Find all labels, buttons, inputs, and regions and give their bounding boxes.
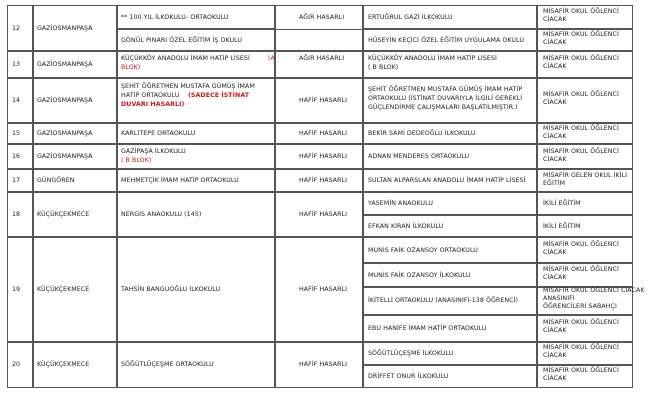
table-row-16: [8, 144, 634, 170]
school-name: GAZİPAŞA İLKOKULU: [121, 148, 186, 155]
school-note: (SADECE İSTİNAT: [188, 92, 250, 99]
table-row-14: [8, 78, 634, 124]
target-school: EFKAN KIRAN İLKOKULU: [368, 223, 444, 230]
cell-target: [363, 5, 537, 30]
placement: MİSAFİR OKUL ÖĞLENCİ CİACAK: [543, 367, 619, 382]
school-note: (A: [268, 55, 275, 62]
damage-status: AĞIR HASARLI: [299, 55, 345, 62]
cell-target: [363, 314, 537, 343]
cell-district: [33, 122, 117, 145]
placement: MİSAFİR OKUL ÖĞLENCİ CİACAK: [543, 125, 619, 140]
target-school: ORTAOKULU (İSTİNAT DUVARIYLA İLGİLİ GEREKLİ: [368, 95, 523, 102]
school-name: SÖĞÜTLÜÇEŞME ORTAOKULU: [121, 361, 214, 368]
table-row-13: [8, 51, 634, 79]
placement-note: ÖĞRENCİLERİ SABAHÇI: [543, 303, 617, 310]
cell-placement: [537, 191, 633, 216]
damage-status: HAFİF HASARLI: [299, 177, 347, 184]
cell-district: [33, 77, 117, 124]
cell-placement: [537, 122, 633, 145]
cell-school: [117, 5, 275, 30]
row-number: 20: [12, 361, 21, 368]
row-number: 17: [12, 177, 21, 184]
target-school: ( B BLOK): [368, 64, 399, 71]
table-subrow: [8, 192, 634, 216]
cell-target: [363, 262, 537, 288]
school-name: ** 100.YIL İLKOKULU- ORTAOKULU: [121, 14, 229, 21]
table-subrow: [8, 237, 634, 264]
school-name: KÜÇÜKKÖY ANADOLU İMAM HATİP LİSESİ: [121, 55, 250, 62]
target-school: SULTAN ALPARSLAN ANADOLU İMAM HATİP LİSESİ: [368, 177, 526, 184]
damage-status: HAFİF HASARLI: [299, 361, 347, 368]
cell-placement: [537, 50, 633, 79]
cell-placement: [537, 168, 633, 193]
table-subrow: [8, 342, 634, 366]
cell-target: [363, 236, 537, 264]
cell-status: [275, 50, 363, 79]
damage-status: AĞIR HASARLI: [299, 14, 345, 21]
school-name: HATİP ORTAOKULU: [121, 92, 180, 99]
cell-placement: [537, 143, 633, 170]
damage-status: HAFİF HASARLI: [299, 286, 347, 293]
row-number: 14: [12, 97, 21, 104]
cell-no: [7, 168, 33, 193]
cell-placement: [537, 77, 633, 124]
target-school: YASEMİN ANAOKULU: [368, 200, 433, 207]
cell-target: [363, 50, 537, 79]
table-subrow: [8, 29, 634, 52]
cell-placement: [537, 262, 633, 288]
cell-status: [275, 77, 363, 124]
placement: MİSAFİR OKUL ÖĞLENCİ CİACAK: [543, 55, 619, 70]
target-school: MUNİS FAİK OZANSOY İLKOKULU: [368, 272, 471, 279]
cell-school: [117, 77, 275, 124]
cell-status: [275, 122, 363, 145]
table-subrow: [8, 365, 634, 388]
cell-school: [117, 50, 275, 79]
row-number: 16: [12, 153, 21, 160]
cell-placement: [537, 341, 633, 366]
target-school: ERTUĞRUL GAZİ İLKOKULU: [368, 14, 453, 21]
cell-placement: [537, 5, 633, 30]
district: GAZİOSMANPAŞA: [37, 153, 93, 160]
placement: MİSAFİR OKUL ÖĞLENCİ CİACAK: [543, 8, 619, 23]
district: KÜÇÜKÇEKMECE: [37, 286, 90, 293]
cell-district: [33, 168, 117, 193]
placement: MİSAFİR OKUL ÖĞLENCİ CİACAK: [543, 344, 619, 359]
cell-target: [363, 28, 537, 52]
row-number: 18: [12, 211, 21, 218]
cell-district: [33, 143, 117, 170]
row-number: 19: [12, 286, 21, 293]
school-name: GÖNÜL PINARI ÖZEL EĞİTİM İŞ OKULU: [121, 37, 243, 44]
cell-school: [117, 28, 275, 52]
district: KÜÇÜKÇEKMECE: [37, 211, 90, 218]
cell-placement: [537, 314, 633, 343]
cell-status: [275, 168, 363, 193]
placement: MİSAFİR OKUL ÖĞLENCİ CİACAK: [543, 266, 619, 281]
cell-district: [33, 50, 117, 79]
district: GAZİOSMANPAŞA: [37, 97, 93, 104]
cell-target: [363, 214, 537, 238]
placement-note: ANASINIFI: [543, 295, 575, 302]
cell-no: [7, 77, 33, 124]
school-name: KARLITEPE ORTAOKULU: [121, 130, 196, 137]
row-number: 12: [12, 25, 21, 32]
cell-school: [117, 143, 275, 170]
cell-no: [7, 50, 33, 79]
target-school: MUNİS FAİK OZANSOY ORTAOKULU: [368, 247, 478, 254]
placement: MİSAFİR OKUL ÖĞLENCİ CİACAK: [543, 319, 619, 334]
cell-target: [363, 77, 537, 124]
cell-target: [363, 168, 537, 193]
cell-placement: [537, 214, 633, 238]
school-note: ( B BLOK): [121, 157, 152, 164]
placement: MİSAFİR GELEN OKUL İKİLİ EĞİTİM: [543, 172, 628, 187]
district: GAZİOSMANPAŞA: [37, 25, 93, 32]
cell-target: [363, 364, 537, 388]
placement: MİSAFİR OKUL ÖĞLENCİ CİACAK: [543, 148, 619, 163]
placement: İKİLİ EĞİTİM: [543, 200, 581, 207]
cell-placement: [537, 28, 633, 52]
cell-placement: [537, 236, 633, 264]
row-number: 13: [12, 61, 21, 68]
table-subrow: [8, 6, 634, 30]
school-note: DUVARI HASARLI): [121, 101, 185, 108]
district: GAZİOSMANPAŞA: [37, 61, 93, 68]
damage-status: HAFİF HASARLI: [299, 97, 347, 104]
placement: MİSAFİR OKUL ÖĞLENCİ CİACAK: [543, 31, 619, 46]
cell-placement: [537, 286, 645, 316]
cell-school: [117, 122, 275, 145]
cell-no: [7, 143, 33, 170]
row-number: 15: [12, 130, 21, 137]
table-subrow: [8, 315, 634, 343]
target-school: GÜÇLENDİRME ÇALIŞMALARI BAŞLATILMIŞTIR.): [368, 104, 518, 111]
school-name: MEHMETÇİK İMAM HATİP ORTAOKULU: [121, 177, 239, 184]
cell-target: [363, 143, 537, 170]
cell-target: [363, 341, 537, 366]
target-school: SÖĞÜTLÜÇEŞME İLKOKULU: [368, 350, 454, 357]
table-subrow: [8, 263, 634, 288]
damage-status: HAFİF HASARLI: [299, 153, 347, 160]
table-subrow: [8, 215, 634, 238]
target-school: DRİFFET ONUR İLKOKULU: [368, 373, 449, 380]
placement: MİSAFİR OKUL ÖĞLENCİ CİACAK: [543, 91, 619, 106]
target-school: ADNAN MENDERES ORTAOKULU: [368, 153, 470, 160]
placement: MİSAFİR OKUL ÖĞLENCİ CİACAK: [543, 241, 619, 256]
school-note: BLOK): [121, 64, 141, 71]
district: GÜNGÖREN: [37, 177, 75, 184]
district: GAZİOSMANPAŞA: [37, 130, 93, 137]
damage-status: HAFİF HASARLI: [299, 130, 347, 137]
cell-target: [363, 286, 537, 316]
school-name: NERGİS ANAOKULU (145): [121, 211, 202, 218]
table-row-15: [8, 123, 634, 145]
target-school: EBU HANİFE İMAM HATİP ORTAOKULU: [368, 325, 487, 332]
cell-placement: [537, 364, 633, 388]
cell-no: [7, 122, 33, 145]
target-school: HÜSEYİN KEÇİCİ ÖZEL EĞİTİM UYGULAMA OKULU: [368, 37, 524, 44]
cell-target: [363, 122, 537, 145]
target-school: BEKİR SAMİ DEDEOĞLU İLKOKULU: [368, 130, 476, 137]
school-name: TAHSİN BANGUOĞLU İLKOKULU: [121, 286, 221, 293]
target-school: ŞEHİT ÖĞRETMEN MUSTAFA GÜMÜŞ İMAM HATİP: [368, 86, 523, 93]
cell-status: [275, 143, 363, 170]
district: KÜÇÜKÇEKMECE: [37, 361, 90, 368]
cell-target: [363, 191, 537, 216]
cell-school: [117, 168, 275, 193]
cell-status: [275, 5, 363, 30]
school-name: ŞEHİT ÖĞRETMEN MUSTAFA GÜMÜŞ İMAM: [121, 83, 255, 90]
target-school: İKİTELLİ ORTAOKULU (ANASINIFI-138 ÖĞRENCİ): [368, 297, 518, 304]
table-subrow: [8, 287, 645, 316]
placement: MİSAFİR OKUL ÖĞLENCİ CİACAK: [543, 287, 645, 294]
table-row-17: [8, 169, 634, 193]
target-school: KÜÇÜKKÖY ANADOLU İMAM HATİP LİSESİ: [368, 55, 497, 62]
damage-status: HAFİF HASARLI: [299, 211, 347, 218]
placement: İKİLİ EĞİTİM: [543, 223, 581, 230]
